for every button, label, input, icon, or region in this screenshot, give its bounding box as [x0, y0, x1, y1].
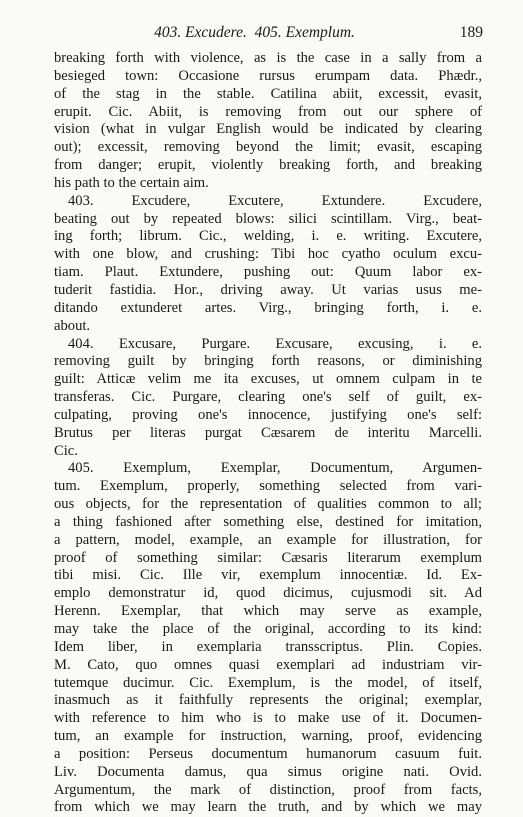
text-line: from danger; erupit, violently breaking forth, and breaking: [54, 157, 482, 174]
text-line: tuderit fastidia. Hor., driving away. Ut varias usus me-: [54, 281, 482, 298]
text-line: Cic.: [54, 442, 78, 459]
body-text: [54, 50, 482, 817]
text-line: tum, an example for instruction, warning, proof, evidencing: [54, 728, 482, 745]
text-line: ous objects, for the representation of qualities common to all;: [54, 496, 482, 513]
header-right-entry: 405. Exemplum.: [254, 24, 355, 41]
text-line: tum. Exemplum, properly, something selected from vari-: [54, 478, 482, 495]
entry-405-heading-line: 405. Exemplum, Exemplar, Documentum, Argumen-: [68, 460, 482, 477]
text-line: guilt: Atticæ velim me ita excuses, ut omnem culpam in te: [54, 371, 482, 388]
text-line: Herenn. Exemplar, that which may serve as example,: [54, 603, 482, 620]
text-line: inasmuch as it faithfully represents the original; exemplar,: [54, 692, 482, 709]
text-line: Argumentum, the mark of distinction, proof from facts,: [54, 781, 482, 798]
text-line: Idem liber, in exemplaria transscriptus. Plin. Copies.: [54, 638, 482, 655]
entry-404-heading-line: 404. Excusare, Purgare. Excusare, excusing, i. e.: [68, 335, 482, 352]
text-line: Liv. Documenta damus, qua simus origine nati. Ovid.: [54, 763, 482, 780]
text-line: a pattern, model, example, an example for illustration, for: [54, 531, 482, 548]
text-line: out); excessit, removing beyond the limit; evasit, escaping: [54, 139, 482, 156]
header-left-entry: 403. Excudere.: [154, 24, 247, 41]
entry-403-heading-line: 403. Excudere, Excutere, Extundere. Excudere,: [68, 192, 482, 209]
text-line: transferas. Cic. Purgare, clearing one's self of guilt, ex-: [54, 389, 482, 406]
text-line: emplo demonstratur id, quod dicimus, cujusmodi sit. Ad: [54, 585, 482, 602]
text-line: culpating, proving one's innocence, justifying one's self:: [54, 406, 482, 423]
text-line: M. Cato, quo omnes quasi exemplari ad industriam vir-: [54, 656, 482, 673]
running-title: [54, 24, 455, 42]
text-line: vision (what in vulgar English would be indicated by clearing: [54, 121, 482, 138]
text-line: erupit. Cic. Abiit, is removing from out our sphere of: [54, 103, 482, 120]
text-line: ing forth; librum. Cic., welding, i. e. writing. Excutere,: [54, 228, 482, 245]
text-line: besieged town: Occasione rursus erumpam data. Phædr.,: [54, 67, 482, 84]
text-line: breaking forth with violence, as is the case in a sally from a: [54, 50, 482, 66]
text-line: about.: [54, 317, 91, 334]
text-line: tiam. Plaut. Extundere, pushing out: Quum labor ex-: [54, 264, 482, 281]
text-line: of the stag in the stable. Catilina abiit, excessit, evasit,: [54, 85, 482, 102]
page-number: 189: [459, 24, 483, 41]
text-line: his path to the certain aim.: [54, 174, 209, 191]
text-line: with one blow, and crushing: Tibi hoc cyatho oculum excu-: [54, 246, 482, 263]
running-header: [54, 24, 483, 46]
text-line: tibi misi. Cic. Ille vir, exemplum innocentiæ. Id. Ex-: [54, 567, 482, 584]
text-line: a thing fashioned after something else, destined for imitation,: [54, 513, 482, 530]
text-line: from which we may learn the truth, and by which we may: [54, 799, 482, 816]
text-line: beating out by repeated blows: silici scintillam. Virg., beat-: [54, 210, 482, 227]
text-line: tutemque ducimur. Cic. Exemplum, is the model, of itself,: [54, 674, 482, 691]
text-line: may take the place of the original, according to its kind:: [54, 621, 482, 637]
text-line: Brutus per literas purgat Cæsarem de interitu Marcelli.: [54, 424, 482, 441]
text-line: proof of something similar: Cæsaris literarum exemplum: [54, 549, 482, 566]
text-line: a position: Perseus documentum humanorum casuum fuit.: [54, 745, 482, 762]
text-line: removing guilt by bringing forth reasons, or diminishing: [54, 353, 482, 370]
text-line: with reference to him who is to make use of it. Documen-: [54, 710, 482, 727]
text-line: ditando extunderet artes. Virg., bringing forth, i. e.: [54, 299, 482, 316]
